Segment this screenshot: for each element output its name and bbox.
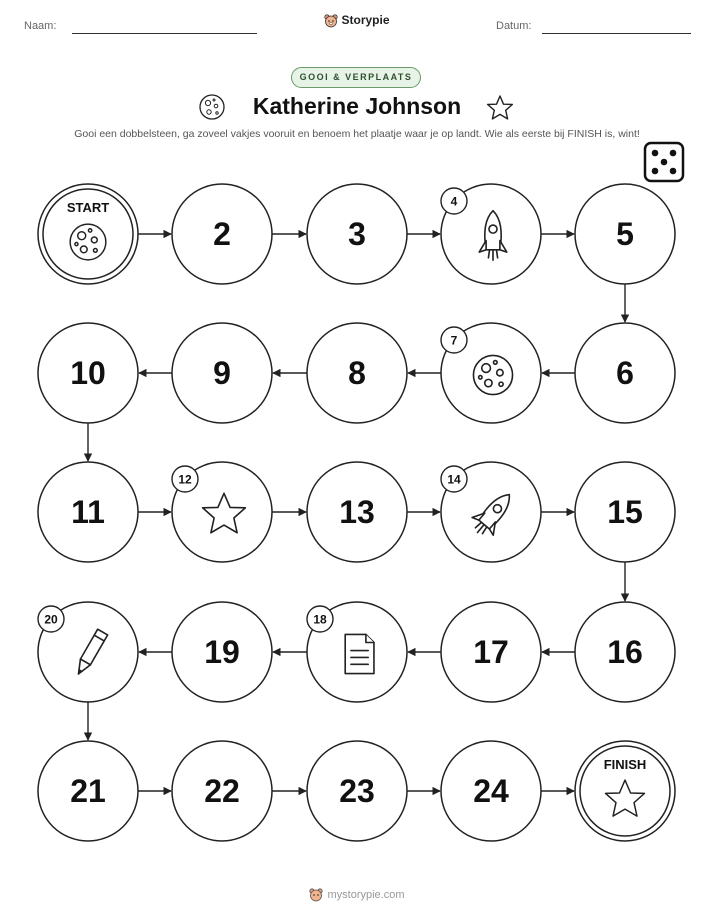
svg-text:14: 14: [447, 472, 461, 487]
square-number: 8: [348, 355, 366, 391]
square-number-badge: [441, 327, 467, 353]
footer: [0, 888, 714, 902]
brand-name: Storypie: [341, 13, 390, 27]
square-number: 23: [339, 773, 375, 809]
svg-text:18: 18: [313, 612, 327, 627]
square-number: 17: [473, 634, 509, 670]
board-square-14: [441, 462, 541, 562]
board-square-15: [575, 462, 675, 562]
board-square-18: [307, 602, 407, 702]
page-title: Katherine Johnson: [252, 93, 462, 119]
board-square-20: [38, 602, 138, 702]
square-number-badge: [441, 188, 467, 214]
name-label: Naam:: [24, 20, 57, 32]
square-number: 10: [70, 355, 106, 391]
board-square-5: [575, 184, 675, 284]
svg-text:4: 4: [450, 194, 458, 209]
instructions-text: Gooi een dobbelsteen, ga zoveel vakjes vooruit en benoem het plaatje waar je op landt. Wie als eerste bij FINISH is, wint!: [74, 128, 640, 140]
board-square-24: [441, 741, 541, 841]
square-number: 15: [607, 494, 643, 530]
svg-text:20: 20: [44, 612, 58, 627]
board-square-2: [172, 184, 272, 284]
board-square-16: [575, 602, 675, 702]
square-number: 21: [70, 773, 106, 809]
square-number-badge: [172, 466, 198, 492]
start-square: [38, 184, 138, 284]
square-number: 5: [616, 216, 634, 252]
board-square-17: [441, 602, 541, 702]
board-square-21: [38, 741, 138, 841]
board-square-11: [38, 462, 138, 562]
square-number: 11: [71, 494, 105, 530]
board-square-6: [575, 323, 675, 423]
moon-icon: [70, 224, 106, 260]
board-square-22: [172, 741, 272, 841]
footer-url: mystorypie.com: [327, 888, 405, 901]
square-number: 22: [204, 773, 240, 809]
finish-label: FINISH: [603, 757, 647, 772]
bear-logo-icon: [309, 888, 323, 902]
finish-square: [575, 741, 675, 841]
moon-icon: [473, 355, 512, 394]
board-square-12: [172, 462, 272, 562]
square-number-badge: [38, 606, 64, 632]
square-number: 6: [616, 355, 634, 391]
square-number: 2: [213, 216, 231, 252]
board-square-13: [307, 462, 407, 562]
square-number: 13: [339, 494, 375, 530]
board-square-23: [307, 741, 407, 841]
board-square-10: [38, 323, 138, 423]
square-number: 3: [348, 216, 366, 252]
board-square-3: [307, 184, 407, 284]
square-number: 9: [213, 355, 231, 391]
svg-text:7: 7: [450, 333, 458, 348]
svg-text:12: 12: [178, 472, 192, 487]
board-square-19: [172, 602, 272, 702]
square-number: 19: [204, 634, 240, 670]
board-square-4: [441, 184, 541, 284]
start-label: START: [66, 200, 110, 215]
square-number: 24: [473, 773, 509, 809]
square-number-badge: [441, 466, 467, 492]
square-number-badge: [307, 606, 333, 632]
board-square-9: [172, 323, 272, 423]
game-type-badge: GOOI & VERPLAATS: [291, 67, 421, 88]
board-square-7: [441, 323, 541, 423]
square-number: 16: [607, 634, 643, 670]
document-icon: [345, 634, 374, 673]
board-square-8: [307, 323, 407, 423]
date-label: Datum:: [496, 20, 532, 32]
